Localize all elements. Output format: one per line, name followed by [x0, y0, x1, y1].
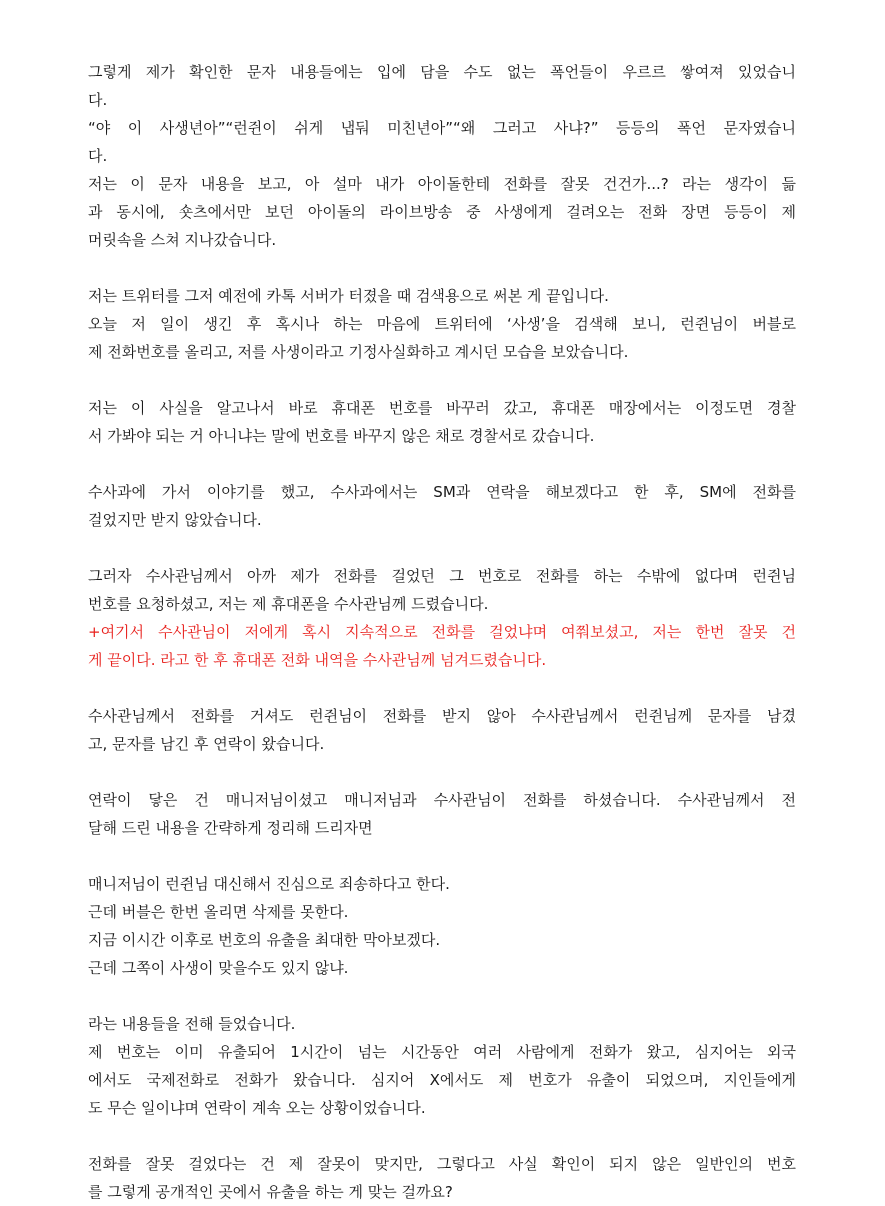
- paragraph: [88, 870, 796, 982]
- paragraph-gap: [88, 450, 796, 478]
- text-line: 저는 트위터를 그저 예전에 카톡 서버가 터졌을 때 검색용으로 써본 게 끝입니다.: [88, 287, 609, 305]
- text-line: 연락이 닿은 건 매니저님이셨고 매니저님과 수사관님이 전화를 하셨습니다. 수사관님께서 전: [88, 791, 796, 809]
- paragraph: [88, 786, 796, 842]
- text-line: “야 이 사생년아”“런쥔이 쉬게 냅둬 미친년아”“왜 그러고 사냐?” 등등의 폭언 문자였습니: [88, 119, 796, 137]
- text-line: 근데 버블은 한번 올리면 삭제를 못한다.: [88, 903, 349, 921]
- text-line: 제 전화번호를 올리고, 저를 사생이라고 기정사실화하고 계시던 모습을 보았습니다.: [88, 343, 629, 361]
- text-line: 고, 문자를 남긴 후 연락이 왔습니다.: [88, 735, 325, 753]
- text-line: 전화를 잘못 걸었다는 건 제 잘못이 맞지만, 그렇다고 사실 확인이 되지 않은 일반인의 번호: [88, 1155, 796, 1173]
- text-line: 서 가봐야 되는 거 아니냐는 말에 번호를 바꾸지 않은 채로 경찰서로 갔습니다.: [88, 427, 595, 445]
- paragraph: [88, 1010, 796, 1122]
- paragraph-gap: [88, 758, 796, 786]
- text-line: 머릿속을 스쳐 지나갔습니다.: [88, 231, 277, 249]
- text-line: 번호를 요청하셨고, 저는 제 휴대폰을 수사관님께 드렸습니다.: [88, 595, 489, 613]
- text-line: 수사관님께서 전화를 거셔도 런쥔님이 전화를 받지 않아 수사관님께서 런쥔님께 문자를 남겼: [88, 707, 796, 725]
- paragraph: [88, 394, 796, 450]
- text-line: 라는 내용들을 전해 들었습니다.: [88, 1015, 296, 1033]
- paragraph-gap: [88, 1122, 796, 1150]
- paragraph: [88, 478, 796, 534]
- paragraph-gap: [88, 674, 796, 702]
- text-line: 제 번호는 이미 유출되어 1시간이 넘는 시간동안 여러 사람에게 전화가 왔고, 심지어는 외국: [88, 1043, 796, 1061]
- text-line: 그러자 수사관님께서 아까 제가 전화를 걸었던 그 번호로 전화를 하는 수밖에 없다며 런쥔님: [88, 567, 796, 585]
- text-line: 근데 그쪽이 사생이 맞을수도 있지 않냐.: [88, 959, 349, 977]
- paragraph: [88, 58, 796, 254]
- text-line: 수사과에 가서 이야기를 했고, 수사과에서는 SM과 연락을 해보겠다고 한 후, SM에 전화를: [88, 483, 796, 501]
- paragraph-gap: [88, 254, 796, 282]
- paragraph: [88, 702, 796, 758]
- document-body: [88, 58, 796, 1206]
- text-line: 를 그렇게 공개적인 곳에서 유출을 하는 게 맞는 걸까요?: [88, 1183, 453, 1201]
- paragraph: [88, 1150, 796, 1206]
- text-line: 다.: [88, 91, 108, 109]
- text-line: 저는 이 사실을 알고나서 바로 휴대폰 번호를 바꾸러 갔고, 휴대폰 매장에서는 이정도면 경찰: [88, 399, 796, 417]
- text-line: 오늘 저 일이 생긴 후 혹시나 하는 마음에 트위터에 ‘사생’을 검색해 보니, 런쥔님이 버블로: [88, 315, 796, 333]
- text-line: 에서도 국제전화로 전화가 왔습니다. 심지어 X에서도 제 번호가 유출이 되었으며, 지인들에게: [88, 1071, 796, 1089]
- text-line: 걸었지만 받지 않았습니다.: [88, 511, 262, 529]
- text-line: 매니저님이 런쥔님 대신해서 진심으로 죄송하다고 한다.: [88, 875, 450, 893]
- paragraph-gap: [88, 982, 796, 1010]
- highlighted-text-line: 게 끝이다. 라고 한 후 휴대폰 전화 내역을 수사관님께 넘겨드렸습니다.: [88, 651, 547, 669]
- text-line: 그렇게 제가 확인한 문자 내용들에는 입에 담을 수도 없는 폭언들이 우르르 쌓여져 있었습니: [88, 63, 796, 81]
- text-line: 다.: [88, 147, 108, 165]
- paragraph-gap: [88, 842, 796, 870]
- text-line: 과 동시에, 숏츠에서만 보던 아이돌의 라이브방송 중 사생에게 걸려오는 전화 장면 등등이 제: [88, 203, 796, 221]
- paragraph: [88, 562, 796, 674]
- text-line: 도 무슨 일이냐며 연락이 계속 오는 상황이었습니다.: [88, 1099, 426, 1117]
- highlighted-text-line: +여기서 수사관님이 저에게 혹시 지속적으로 전화를 걸었냐며 여쭤보셨고, 저는 한번 잘못 건: [88, 623, 796, 641]
- paragraph-gap: [88, 534, 796, 562]
- paragraph-gap: [88, 366, 796, 394]
- text-line: 지금 이시간 이후로 번호의 유출을 최대한 막아보겠다.: [88, 931, 441, 949]
- paragraph: [88, 282, 796, 366]
- text-line: 저는 이 문자 내용을 보고, 아 설마 내가 아이돌한테 전화를 잘못 건건가...? 라는 생각이 듦: [88, 175, 796, 193]
- text-line: 달해 드린 내용을 간략하게 정리해 드리자면: [88, 819, 373, 837]
